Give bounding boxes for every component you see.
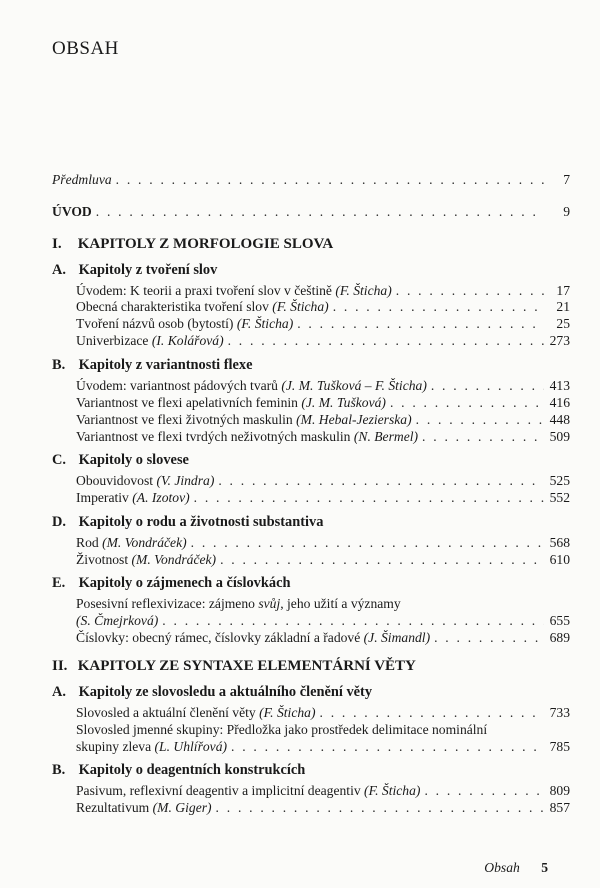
toc-entry: Pasivum, reflexivní deagentiv a implicitní deagentiv (F. Šticha) . . . 809 <box>76 783 570 799</box>
leader-dots <box>396 283 544 299</box>
leader-dots <box>218 473 544 489</box>
part-heading: I. KAPITOLY Z MORFOLOGIE SLOVA <box>52 236 334 252</box>
leader-dots <box>162 613 544 629</box>
section-heading: C. Kapitoly o slovese <box>52 452 189 468</box>
toc-entry: Rod (M. Vondráček) . . . 568 <box>76 535 570 551</box>
folio-number: 5 <box>541 860 548 875</box>
leader-dots <box>320 705 545 721</box>
toc-entry: (S. Čmejrková) . . . 655 <box>76 613 570 629</box>
leader-dots <box>228 333 544 349</box>
leader-dots <box>434 630 544 646</box>
toc-entry: Variantnost ve flexi životných maskulin (M. Hebal-Jezierska) . . . 448 <box>76 412 570 428</box>
leader-dots <box>116 172 544 188</box>
toc-entry: Slovosled a aktuální členění věty (F. Šticha) . . . 733 <box>76 705 570 721</box>
section-heading: E. Kapitoly o zájmenech a číslovkách <box>52 575 291 591</box>
page-number: 7 <box>563 172 570 187</box>
toc-entry: skupiny zleva (L. Uhlířová) . . . 785 <box>76 739 570 755</box>
running-footer-label: Obsah <box>484 860 520 875</box>
section-heading: D. Kapitoly o rodu a životnosti substantiva <box>52 514 324 530</box>
leader-dots <box>194 490 544 506</box>
leader-dots <box>297 316 544 332</box>
toc-entry: Imperativ (A. Izotov) . . . 552 <box>76 490 570 506</box>
toc-entry: Rezultativum (M. Giger) . . . 857 <box>76 800 570 816</box>
toc-entry: Variantnost ve flexi apelativních feminin (J. M. Tušková) . . . 416 <box>76 395 570 411</box>
section-heading: A. Kapitoly z tvoření slov <box>52 262 218 278</box>
toc-entry: Číslovky: obecný rámec, číslovky základní a řadové (J. Šimandl) . . . 689 <box>76 630 570 646</box>
section-heading: A. Kapitoly ze slovosledu a aktuálního členění věty <box>52 684 373 700</box>
toc-entry-uvod: ÚVOD . . . 9 <box>52 204 570 220</box>
leader-dots <box>431 378 544 394</box>
leader-dots <box>333 299 544 315</box>
toc-entry: Obecná charakteristika tvoření slov (F. Šticha) . . . 21 <box>76 299 570 315</box>
part-heading: II. KAPITOLY ZE SYNTAXE ELEMENTÁRNÍ VĚTY <box>52 658 416 674</box>
toc-entry: Univerbizace (I. Kolářová) . . . 273 <box>76 333 570 349</box>
leader-dots <box>220 552 544 568</box>
toc-entry: Úvodem: K teorii a praxi tvoření slov v češtině (F. Šticha) . . . 17 <box>76 283 570 299</box>
leader-dots <box>416 412 544 428</box>
leader-dots <box>422 429 544 445</box>
leader-dots <box>390 395 544 411</box>
leader-dots <box>96 204 544 220</box>
page-title: OBSAH <box>52 38 119 59</box>
toc-entry: Tvoření názvů osob (bytostí) (F. Šticha) . . . 25 <box>76 316 570 332</box>
toc-entry-line: Slovosled jmenné skupiny: Předložka jako prostředek delimitace nominální <box>76 722 488 737</box>
toc-entry: Úvodem: variantnost pádových tvarů (J. M. Tušková – F. Šticha) . . . 413 <box>76 378 570 394</box>
leader-dots <box>191 535 544 551</box>
leader-dots <box>216 800 544 816</box>
page-number: 9 <box>563 204 570 219</box>
toc-entry-line: Posesivní reflexivizace: zájmeno svůj, jeho užití a významy <box>76 596 401 611</box>
leader-dots <box>424 783 544 799</box>
section-heading: B. Kapitoly z variantnosti flexe <box>52 357 253 373</box>
toc-entry: Obouvidovost (V. Jindra) . . . 525 <box>76 473 570 489</box>
page-footer <box>484 860 548 876</box>
toc-entry-predmluva: Předmluva . . . 7 <box>52 172 570 188</box>
toc-entry: Životnost (M. Vondráček) . . . 610 <box>76 552 570 568</box>
leader-dots <box>231 739 544 755</box>
toc-entry: Variantnost ve flexi tvrdých neživotných maskulin (N. Bermel) . . . 509 <box>76 429 570 445</box>
section-heading: B. Kapitoly o deagentních konstrukcích <box>52 762 306 778</box>
